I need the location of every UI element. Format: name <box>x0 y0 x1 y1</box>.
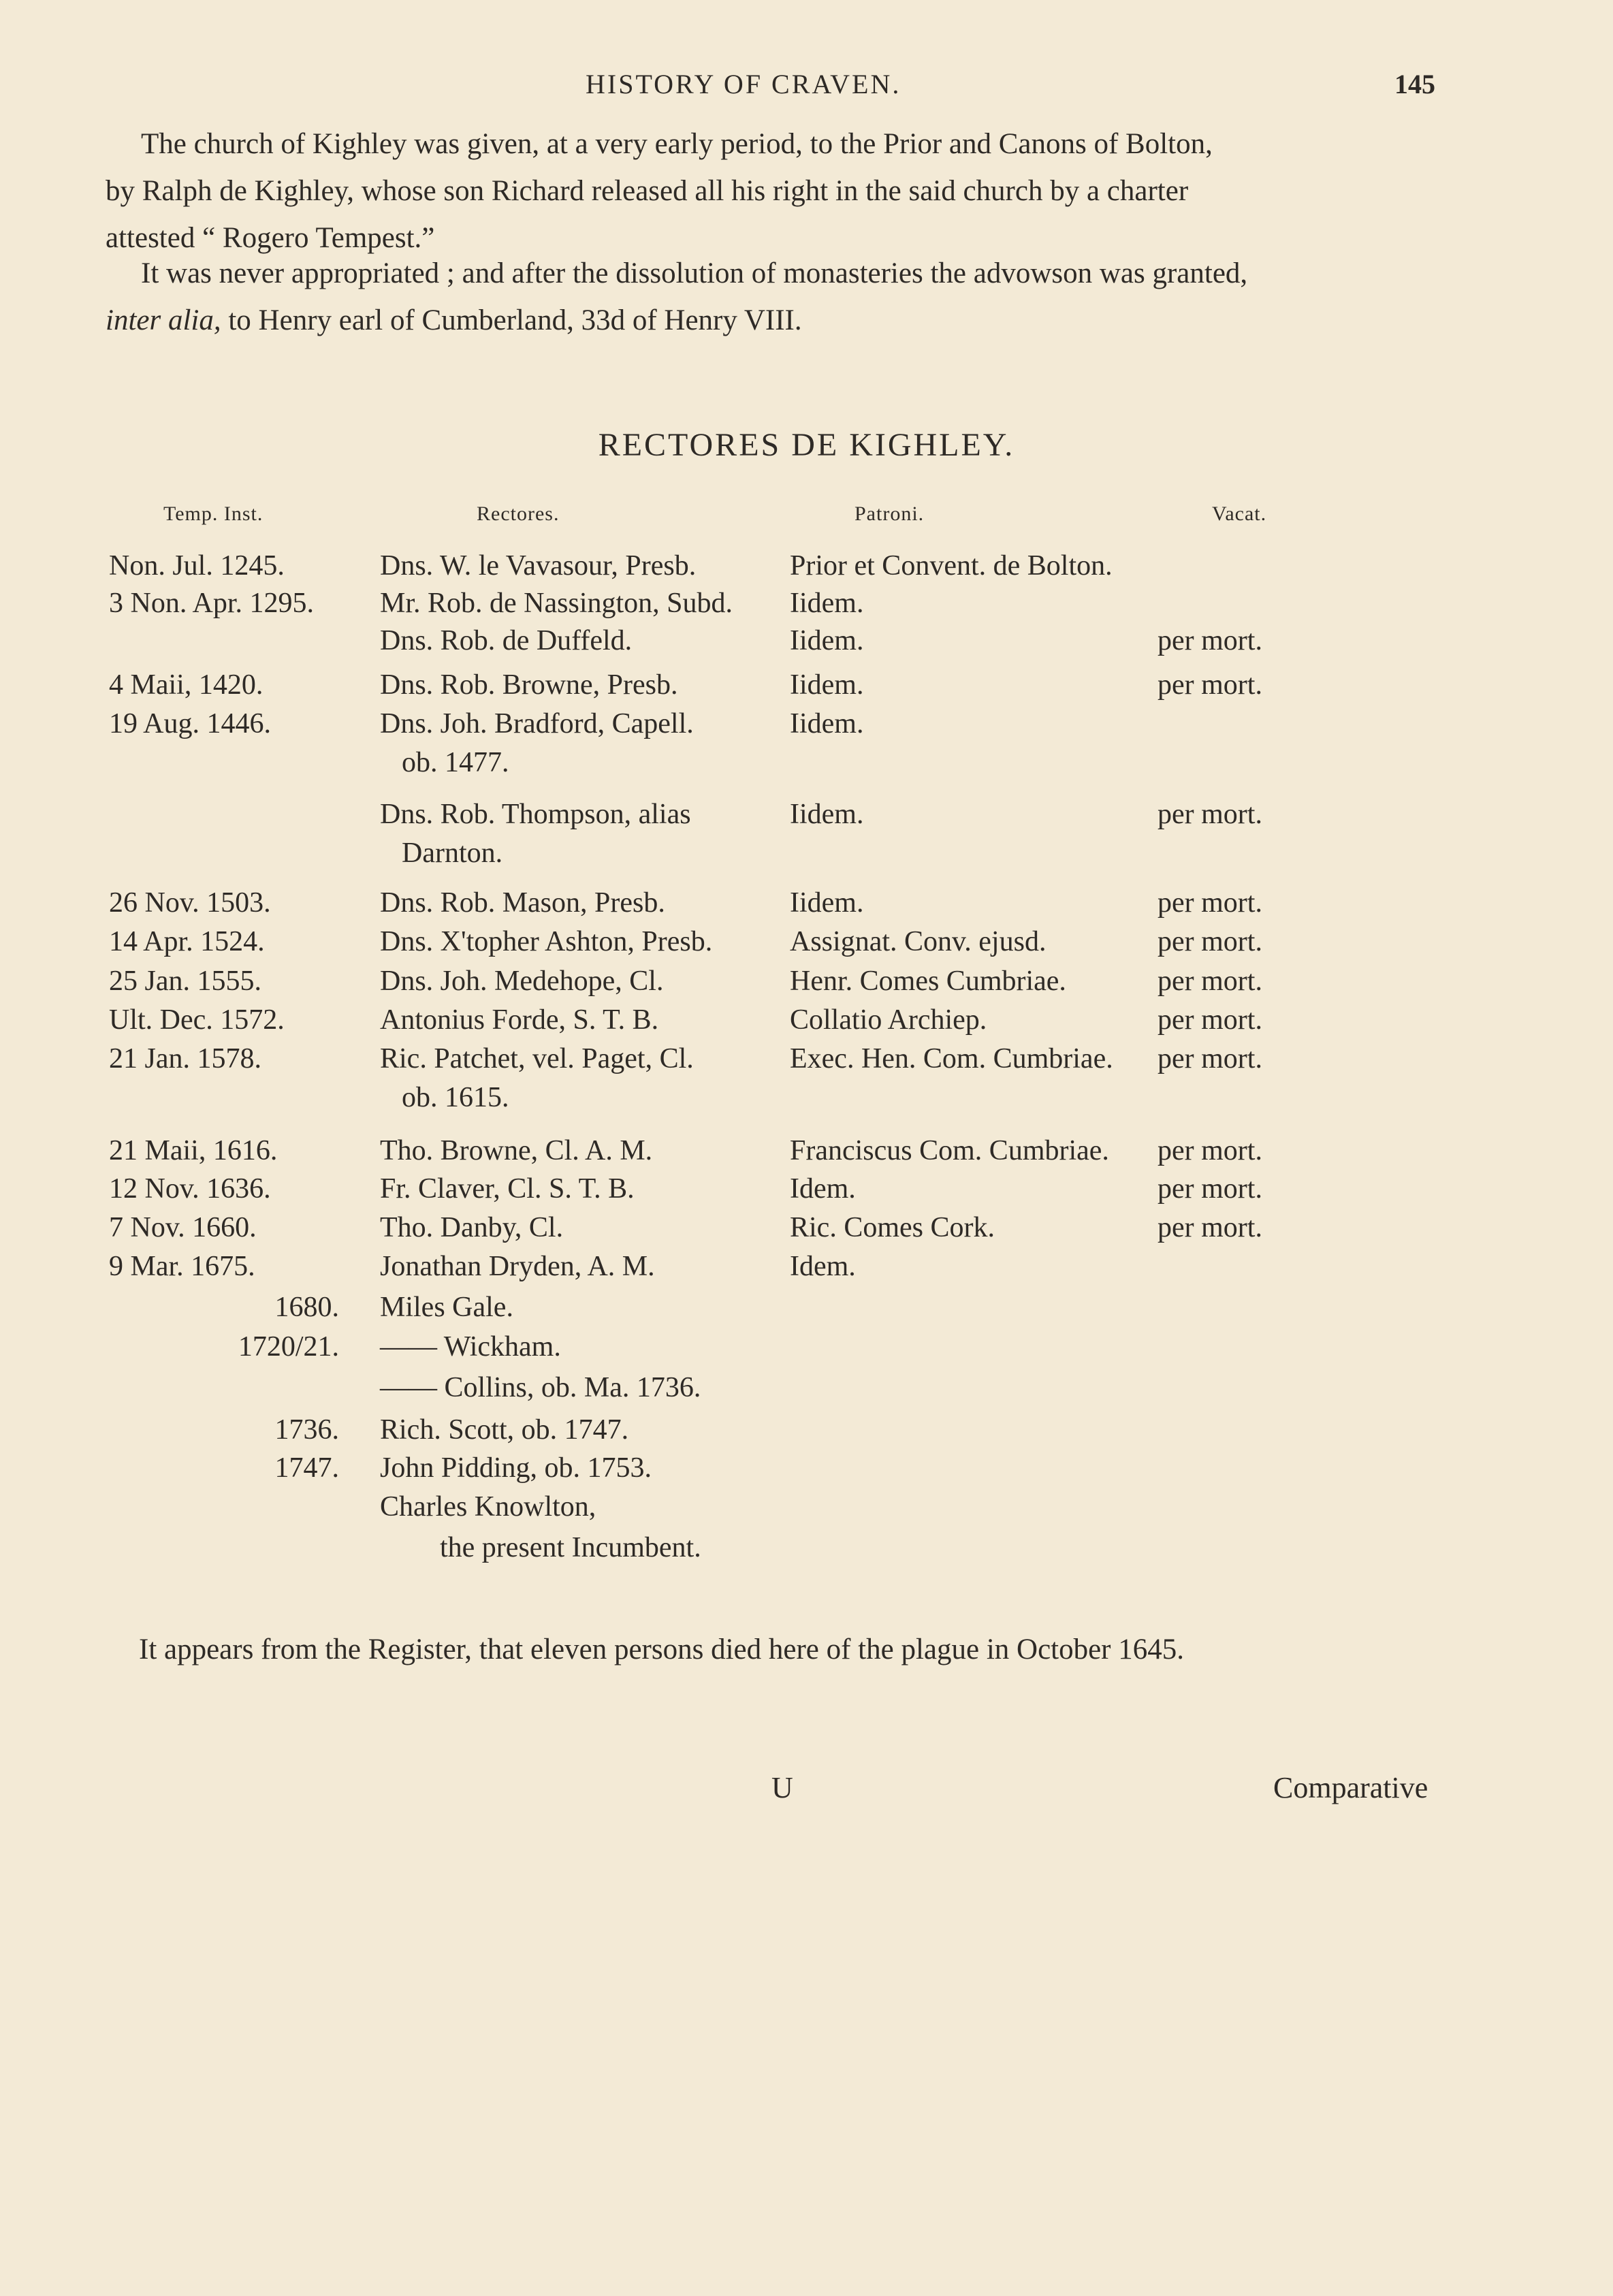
row-rector: Mr. Rob. de Nassington, Subd. <box>380 588 733 619</box>
row-date: 1720/21. <box>238 1331 339 1362</box>
row-rector: —— Wickham. <box>380 1331 561 1362</box>
row-date: 21 Maii, 1616. <box>109 1135 278 1166</box>
intro-paragraph-2 <box>106 250 1433 344</box>
row-date: 1680. <box>274 1292 339 1323</box>
column-header-patron: Patroni. <box>855 503 925 525</box>
row-rector: Dns. Joh. Medehope, Cl. <box>380 966 664 997</box>
row-rector: Dns. X'topher Ashton, Presb. <box>380 926 713 957</box>
row-patron: Ric. Comes Cork. <box>790 1212 995 1243</box>
row-date: 1747. <box>274 1452 339 1484</box>
running-title: HISTORY OF CRAVEN. <box>586 69 901 99</box>
column-header-vacat: Vacat. <box>1212 503 1267 525</box>
signature-mark: U <box>771 1771 793 1804</box>
row-patron: Iidem. <box>790 588 864 619</box>
row-vacat: per mort. <box>1157 1043 1262 1074</box>
register-note: It appears from the Register, that eleven persons died here of the plague in October 1645. <box>139 1633 1185 1665</box>
catchword: Comparative <box>1273 1771 1428 1804</box>
row-rector: the present Incumbent. <box>440 1532 701 1563</box>
text-line <box>106 297 1433 344</box>
row-patron: Iidem. <box>790 669 864 701</box>
column-header-rector: Rectores. <box>477 503 560 525</box>
row-date: 3 Non. Apr. 1295. <box>109 588 315 619</box>
row-date: 25 Jan. 1555. <box>109 966 261 997</box>
row-patron: Iidem. <box>790 799 864 830</box>
row-patron: Iidem. <box>790 708 864 739</box>
row-rector: Ric. Patchet, vel. Paget, Cl. <box>380 1043 694 1074</box>
row-rector: Dns. Rob. Browne, Presb. <box>380 669 678 701</box>
row-vacat: per mort. <box>1157 966 1262 997</box>
row-vacat: per mort. <box>1157 887 1262 919</box>
row-vacat: per mort. <box>1157 625 1262 656</box>
row-patron: Exec. Hen. Com. Cumbriae. <box>790 1043 1113 1074</box>
page-number: 145 <box>1394 69 1435 99</box>
row-vacat: per mort. <box>1157 1135 1262 1166</box>
text-line: by Ralph de Kighley, whose son Richard released all his right in the said church by a charter <box>106 175 1189 207</box>
row-patron: Iidem. <box>790 887 864 919</box>
row-patron: Henr. Comes Cumbriae. <box>790 966 1066 997</box>
row-date: 19 Aug. 1446. <box>109 708 272 739</box>
row-rector: ob. 1477. <box>402 747 509 778</box>
row-rector: Rich. Scott, ob. 1747. <box>380 1414 629 1446</box>
row-rector: Antonius Forde, S. T. B. <box>380 1004 659 1036</box>
row-rector: Dns. Rob. Mason, Presb. <box>380 887 665 919</box>
column-header-date: Temp. Inst. <box>163 503 263 525</box>
page-header <box>0 68 1613 109</box>
row-date: 26 Nov. 1503. <box>109 887 271 919</box>
row-date: 14 Apr. 1524. <box>109 926 265 957</box>
row-rector: John Pidding, ob. 1753. <box>380 1452 652 1484</box>
row-rector: Dns. W. le Vavasour, Presb. <box>380 550 697 581</box>
row-date: Non. Jul. 1245. <box>109 550 285 581</box>
row-date: 9 Mar. 1675. <box>109 1251 255 1282</box>
text-span: to Henry earl of Cumberland, 33d of Henry VIII. <box>221 304 802 336</box>
row-date: 4 Maii, 1420. <box>109 669 263 701</box>
row-patron: Idem. <box>790 1173 856 1205</box>
row-vacat: per mort. <box>1157 669 1262 701</box>
row-vacat: per mort. <box>1157 799 1262 830</box>
row-rector: Dns. Rob. Thompson, alias <box>380 799 691 830</box>
row-patron: Assignat. Conv. ejusd. <box>790 926 1047 957</box>
text-line: attested “ Rogero Tempest.” <box>106 222 435 254</box>
text-line: It was never appropriated ; and after the dissolution of monasteries the advowson was granted, <box>141 257 1248 289</box>
row-date: Ult. Dec. 1572. <box>109 1004 285 1036</box>
row-rector: Tho. Danby, Cl. <box>380 1212 564 1243</box>
row-vacat: per mort. <box>1157 926 1262 957</box>
row-rector: Dns. Rob. de Duffeld. <box>380 625 633 656</box>
row-date: 7 Nov. 1660. <box>109 1212 257 1243</box>
row-patron: Iidem. <box>790 625 864 656</box>
row-rector: Tho. Browne, Cl. A. M. <box>380 1135 653 1166</box>
table-title: RECTORES DE KIGHLEY. <box>598 427 1015 463</box>
row-rector: Dns. Joh. Bradford, Capell. <box>380 708 694 739</box>
row-patron: Idem. <box>790 1251 856 1282</box>
row-vacat: per mort. <box>1157 1004 1262 1036</box>
row-rector: Fr. Claver, Cl. S. T. B. <box>380 1173 635 1205</box>
row-rector: Miles Gale. <box>380 1292 513 1323</box>
row-date: 21 Jan. 1578. <box>109 1043 261 1074</box>
row-vacat: per mort. <box>1157 1212 1262 1243</box>
italic-phrase: inter alia, <box>106 304 221 336</box>
row-patron: Collatio Archiep. <box>790 1004 987 1036</box>
text-line: The church of Kighley was given, at a very early period, to the Prior and Canons of Bolton, <box>141 128 1213 160</box>
row-rector: Jonathan Dryden, A. M. <box>380 1251 655 1282</box>
row-rector: —— Collins, ob. Ma. 1736. <box>380 1372 701 1403</box>
row-patron: Prior et Convent. de Bolton. <box>790 550 1113 581</box>
row-rector: Charles Knowlton, <box>380 1491 596 1522</box>
row-patron: Franciscus Com. Cumbriae. <box>790 1135 1109 1166</box>
row-date: 1736. <box>274 1414 339 1446</box>
intro-paragraph-1 <box>106 121 1433 261</box>
row-rector: Darnton. <box>402 838 503 869</box>
row-rector: ob. 1615. <box>402 1082 509 1113</box>
row-vacat: per mort. <box>1157 1173 1262 1205</box>
row-date: 12 Nov. 1636. <box>109 1173 271 1205</box>
